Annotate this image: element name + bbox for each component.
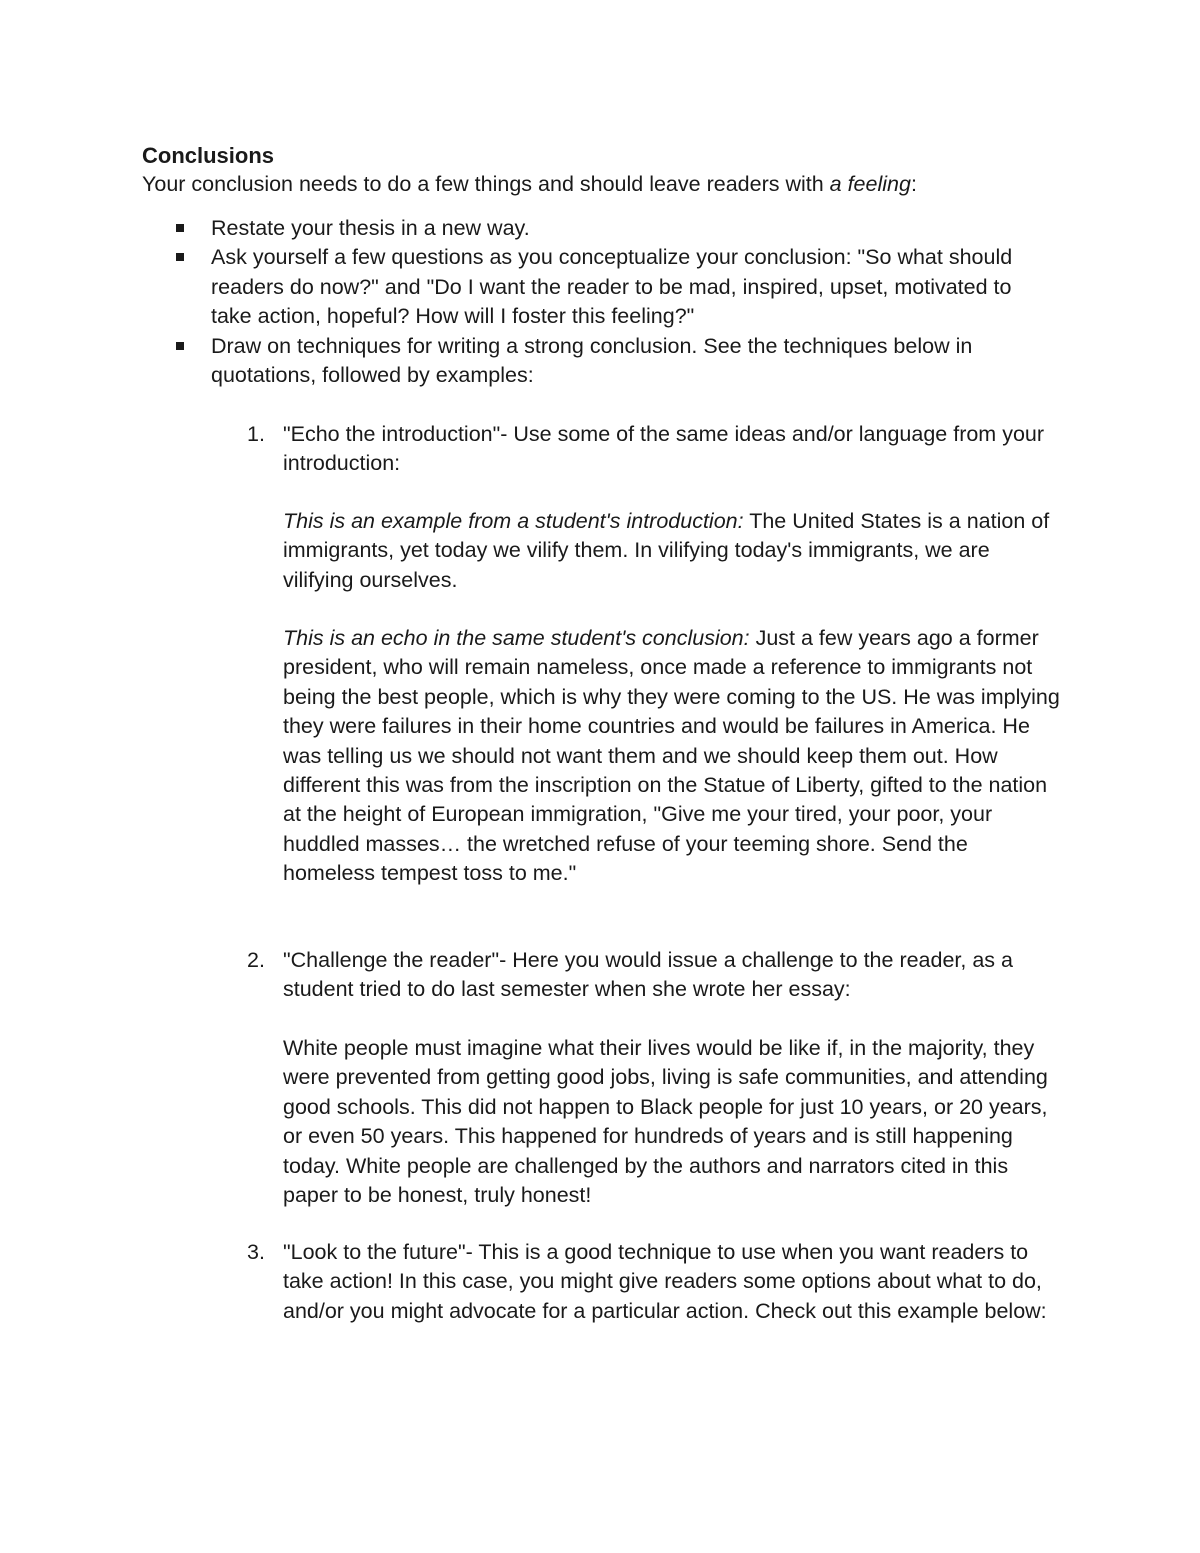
technique-text: "Look to the future"- This is a good technique to use when you want readers to take action! In this case, you might give readers some options about what to do, and/or you might advocate for a particular action. Check out this example below: (283, 1240, 1047, 1323)
technique-item-3 (0, 1238, 1200, 1326)
page-title: Conclusions (142, 143, 275, 168)
bullet-text: Restate your thesis in a new way. (211, 216, 530, 240)
square-bullet-icon (176, 224, 184, 232)
bullet-item (0, 243, 1051, 331)
example-text: White people must imagine what their lives would be like if, in the majority, they were prevented from getting good jobs, living is safe communities, and attending good schools. This did not happen to Black people for just 10 years, or 20 years, or even 50 years. This happened for hundreds of years and is still happening today. White people are challenged by the authors and narrators cited in this paper to be honest, truly honest! (283, 1036, 1048, 1208)
square-bullet-icon (176, 253, 184, 261)
intro-text: Your conclusion needs to do a few things and should leave readers with (142, 172, 830, 196)
intro-example (283, 507, 1063, 595)
technique-text: "Challenge the reader"- Here you would issue a challenge to the reader, as a student tried to do last semester when she wrote her essay: (283, 948, 1013, 1002)
bullet-text: Ask yourself a few questions as you conceptualize your conclusion: "So what should readers do now?" and "Do I want the reader to be mad, inspired, upset, motivated to take action, hopeful? How will I foster this feeling?" (211, 245, 1013, 329)
list-number: 1. (247, 422, 265, 446)
bullet-item (0, 332, 1051, 391)
bullet-text: Draw on techniques for writing a strong conclusion. See the techniques below in quotations, followed by examples: (211, 333, 973, 388)
example-text: Just a few years ago a former president, who will remain nameless, once made a reference to immigrants not being the best people, which is why they were coming to the US. He was implying they were failures in their home countries and would be failures in America. He was telling us we should not want them and we should keep them out. How different this was from the inscription on the Statue of Liberty, gifted to the nation at the height of European immigration, "Give me your tired, your poor, your huddled masses… the wretched refuse of your teeming shore. Send the homeless tempest toss to me." (283, 626, 1060, 886)
list-number: 2. (247, 948, 265, 972)
challenge-example (283, 1034, 1063, 1210)
intro-paragraph (142, 170, 1102, 199)
technique-text: "Echo the introduction"- Use some of the same ideas and/or language from your introduction: (283, 422, 1045, 476)
bullet-list (0, 214, 1200, 390)
square-bullet-icon (176, 342, 184, 350)
intro-end: : (910, 172, 917, 196)
technique-item-1 (0, 420, 1200, 479)
intro-emphasis: a feeling (829, 172, 911, 196)
example-label: This is an echo in the same student's conclusion: (283, 626, 750, 650)
example-label: This is an example from a student's introduction: (283, 509, 744, 533)
example-text: The United States is a nation of immigrants, yet today we vilify them. In vilifying today's immigrants, we are vilifying ourselves. (283, 509, 1050, 592)
list-number: 3. (247, 1240, 265, 1264)
bullet-item (0, 214, 1051, 243)
echo-example (283, 624, 1063, 889)
technique-item-2 (0, 946, 1200, 1005)
